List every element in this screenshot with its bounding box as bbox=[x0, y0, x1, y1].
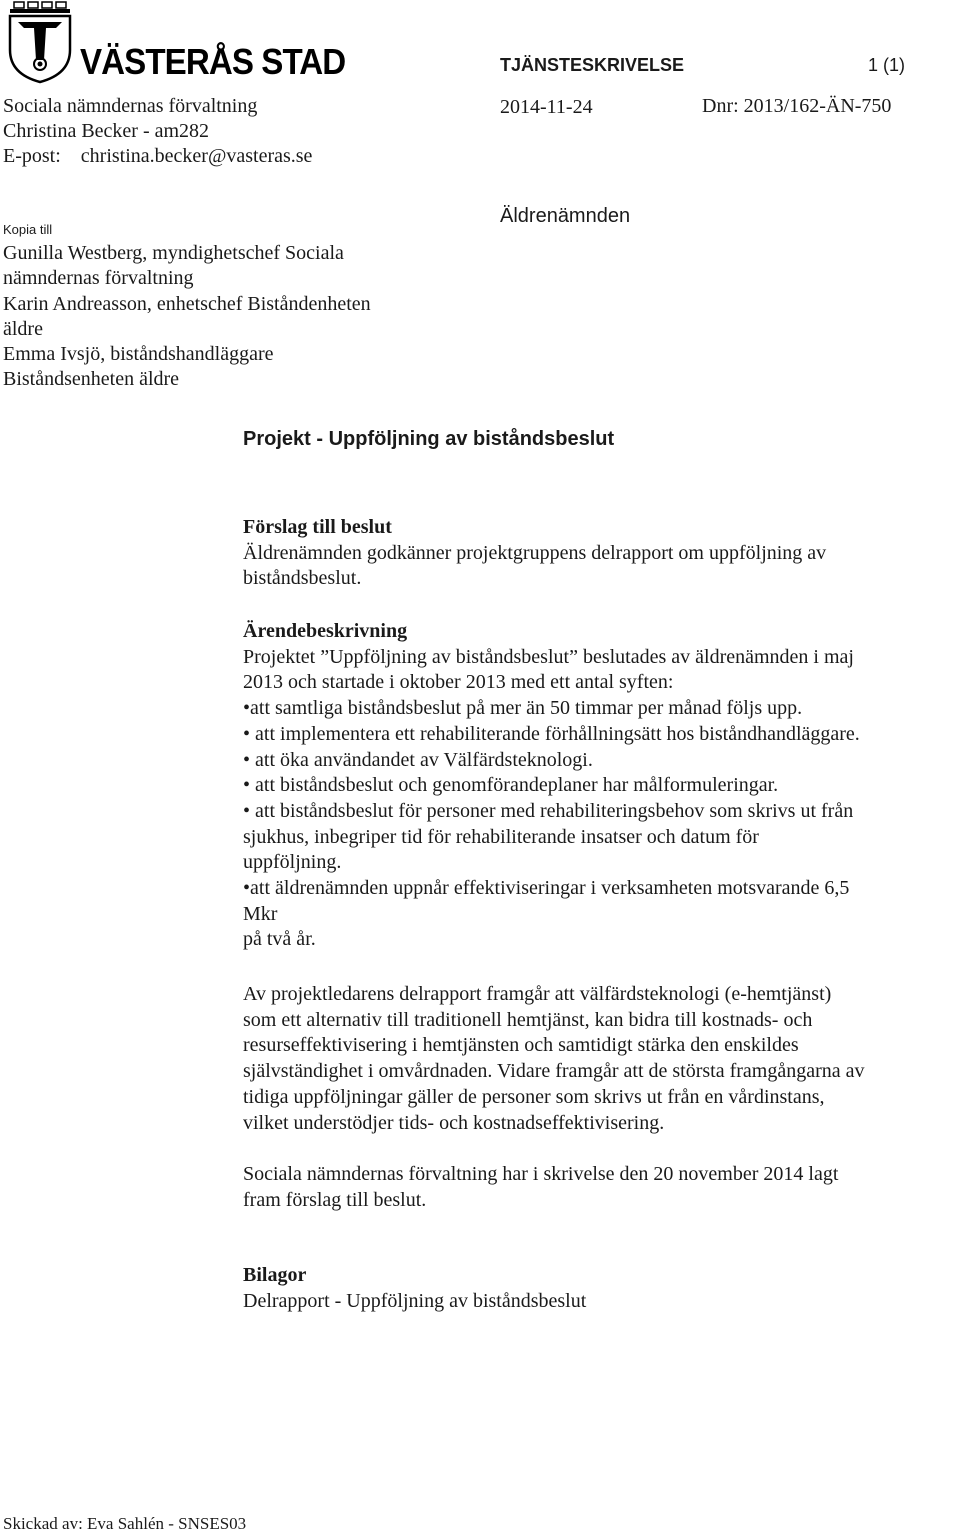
document-title: Projekt - Uppföljning av biståndsbeslut bbox=[243, 428, 615, 450]
page-number: 1 (1) bbox=[868, 55, 906, 75]
proposal-text: biståndsbeslut. bbox=[243, 567, 362, 590]
purpose-bullet: • att biståndsbeslut för personer med rehabiliteringsbehov som skrivs ut från bbox=[243, 799, 948, 825]
footer-sent-by: Skickad av: Eva Sahlén - SNSES03 bbox=[3, 1514, 247, 1533]
document-type: TJÄNSTESKRIVELSE bbox=[500, 55, 685, 75]
copy-line: Gunilla Westberg, myndighetschef Sociala bbox=[3, 242, 344, 264]
submission-paragraph: Sociala nämndernas förvaltning har i skrivelse den 20 november 2014 lagt fram förslag till beslut. bbox=[243, 1163, 839, 1211]
document-date: 2014-11-24 bbox=[500, 96, 593, 118]
description-heading: Ärendebeskrivning bbox=[243, 620, 408, 642]
purpose-bullet: • att biståndsbeslut och genomförandeplaner har målformuleringar. bbox=[243, 773, 948, 799]
author: Christina Becker - am282 bbox=[3, 120, 210, 142]
bullet-continuation: sjukhus, inbegriper tid för rehabiliterande insatser och datum för bbox=[243, 825, 759, 848]
proposal-section bbox=[243, 515, 948, 592]
recipient: Äldrenämnden bbox=[500, 205, 631, 227]
attachments-section bbox=[243, 1263, 948, 1314]
copy-to-list bbox=[3, 241, 423, 387]
logo-wordmark: VÄSTERÅS STAD bbox=[80, 41, 346, 82]
proposal-text: Äldrenämnden godkänner projektgruppens delrapport om uppföljning av bbox=[243, 541, 827, 564]
department: Sociala nämndernas förvaltning bbox=[3, 95, 258, 117]
email-link[interactable]: christina.becker@vasteras.se bbox=[80, 145, 313, 167]
report-paragraph: Av projektledarens delrapport framgår att välfärdsteknologi (e-hemtjänst) som ett alternativ till traditionell hemtjänst, kan bidra till kostnads- och resurseffektivisering i hemtjänsten och samtidigt stärka den enskildes självständighet i omvårdnaden. Vidare framgår att de största framgångarna av tidiga uppföljningar gäller de personer som skrivs ut från en vårdinstans, vilket understödjer tids- och kostnadseffektivisering. bbox=[243, 983, 865, 1134]
description-section bbox=[243, 619, 948, 953]
description-intro: 2013 och startade i oktober 2013 med ett antal syften: bbox=[243, 671, 674, 694]
copy-line: Emma Ivsjö, biståndshandläggare bbox=[3, 343, 274, 366]
purpose-bullet: • att äldrenämnden uppnår effektiviseringar i verksamheten motsvarande 6,5 bbox=[243, 876, 948, 902]
bullet-continuation: Mkr bbox=[243, 902, 278, 925]
copy-line: nämndernas förvaltning bbox=[3, 267, 194, 290]
bullet-continuation: på två år. bbox=[243, 928, 316, 951]
attachments-heading: Bilagor bbox=[243, 1264, 307, 1286]
purpose-bullet: • att implementera ett rehabiliterande förhållningsätt hos biståndhandläggare. bbox=[243, 722, 948, 748]
purpose-bullet: • att samtliga biståndsbeslut på mer än 50 timmar per månad följs upp. bbox=[243, 696, 948, 722]
copy-line: Biståndsenheten äldre bbox=[3, 368, 180, 387]
bullet-continuation: uppföljning. bbox=[243, 851, 342, 874]
description-intro: Projektet ”Uppföljning av biståndsbeslut” beslutades av äldrenämnden i maj bbox=[243, 645, 854, 668]
purpose-bullet: • att öka användandet av Välfärdsteknologi. bbox=[243, 748, 948, 774]
coat-of-arms-icon bbox=[4, 0, 72, 84]
email-line bbox=[3, 146, 312, 166]
copy-line: äldre bbox=[3, 317, 43, 340]
proposal-heading: Förslag till beslut bbox=[243, 516, 392, 538]
copy-to-label: Kopia till bbox=[3, 222, 53, 237]
email-label: E-post: bbox=[3, 145, 61, 167]
attachment-item: Delrapport - Uppföljning av biståndsbeslut bbox=[243, 1289, 587, 1312]
document-number: Dnr: 2013/162-ÄN-750 bbox=[702, 95, 892, 117]
copy-line: Karin Andreasson, enhetschef Biståndenheten bbox=[3, 292, 371, 315]
